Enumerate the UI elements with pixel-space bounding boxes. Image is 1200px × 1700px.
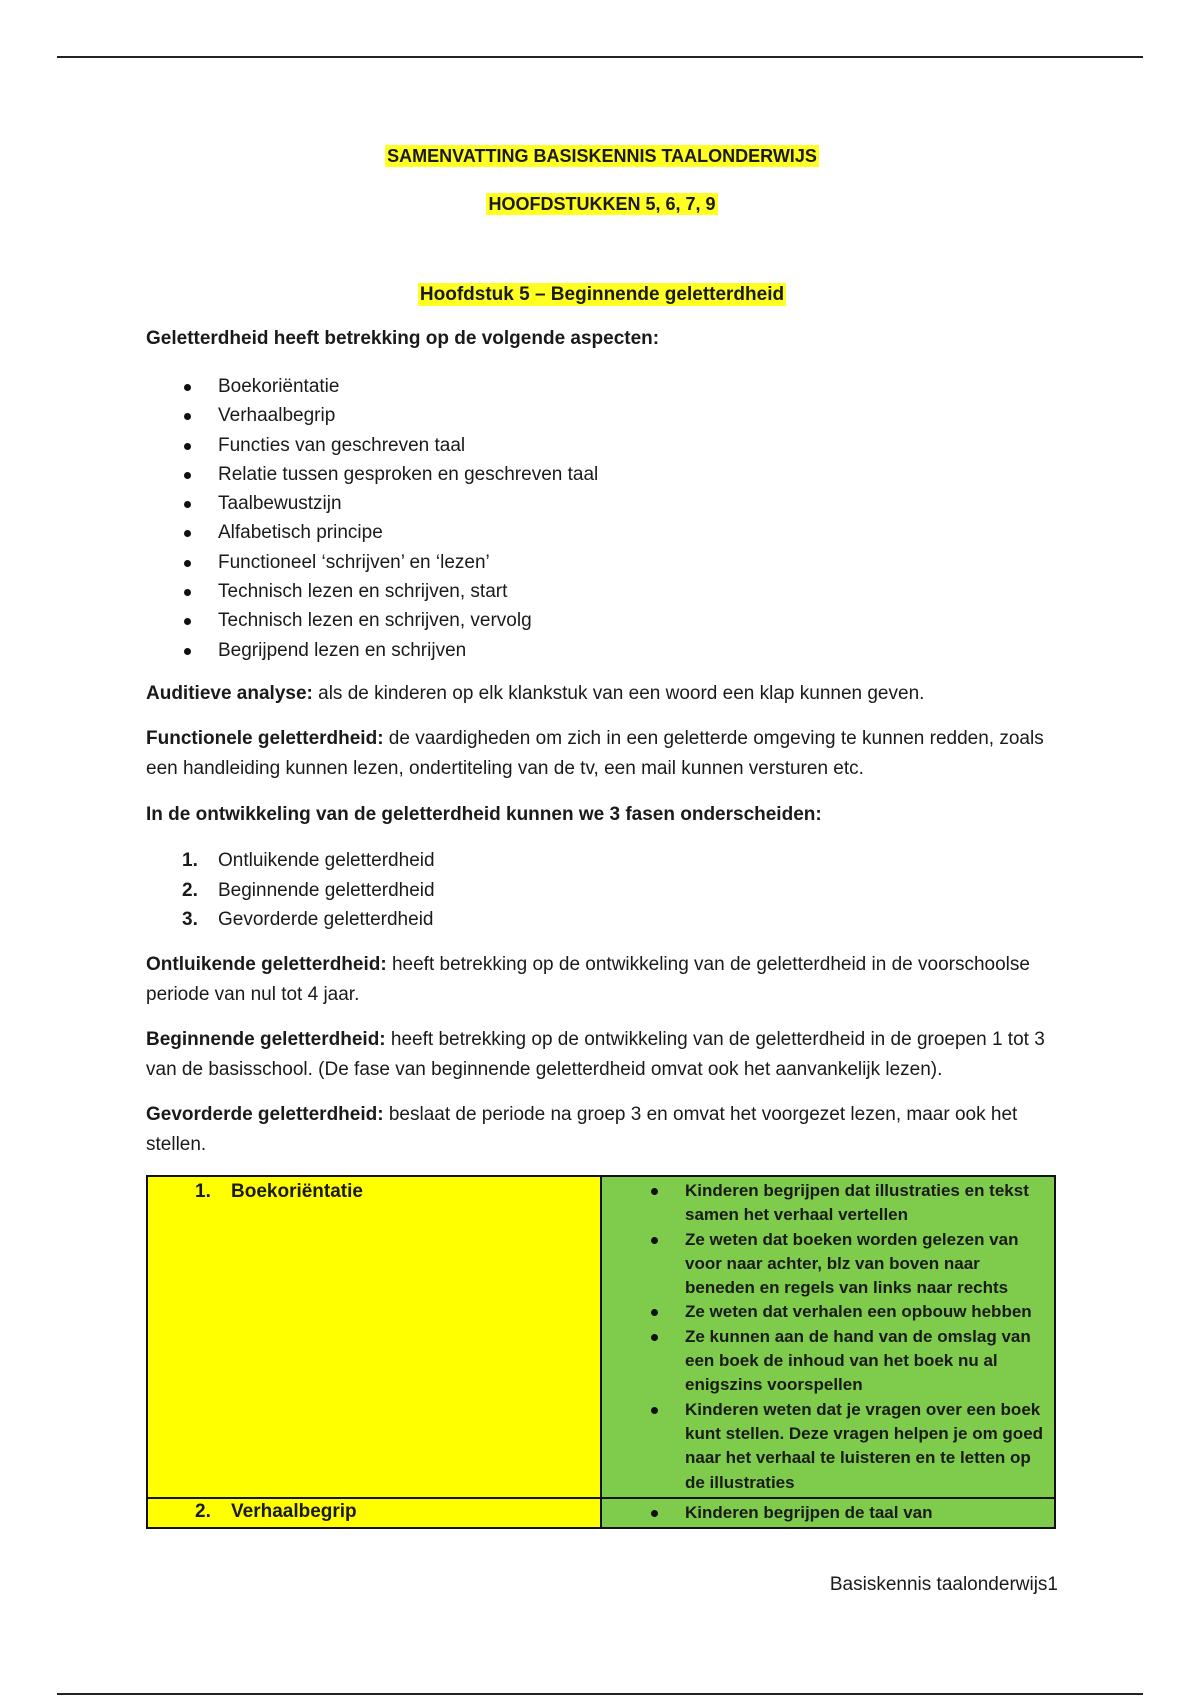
table-cell-points bbox=[601, 1176, 1055, 1498]
list-item: Kinderen begrijpen de taal van bbox=[602, 1501, 1048, 1525]
list-item: Boekoriëntatie bbox=[146, 372, 598, 401]
list-item: Ze weten dat verhalen een opbouw hebben bbox=[602, 1300, 1048, 1324]
definition-ontluikende: Ontluikende geletterdheid: heeft betrekking op de ontwikkeling van de geletterdheid in de voorschoolse periode van nul tot 4 jaar. bbox=[146, 954, 1030, 1005]
list-item: 1. Ontluikende geletterdheid bbox=[182, 850, 435, 871]
definition-functionele: Functionele geletterdheid: de vaardigheden om zich in een geletterde omgeving te kunnen redden, zoals een handleiding kunnen lezen, ondertiteling van de tv, een mail kunnen versturen etc. bbox=[146, 728, 1044, 779]
list-item: Functies van geschreven taal bbox=[146, 431, 598, 460]
table-cell-aspect: 1. Boekoriëntatie bbox=[147, 1176, 601, 1498]
table-row bbox=[147, 1176, 1055, 1498]
list-item: Technisch lezen en schrijven, vervolg bbox=[146, 606, 598, 635]
list-item: Relatie tussen gesproken en geschreven taal bbox=[146, 460, 598, 489]
table-cell-points bbox=[601, 1498, 1055, 1528]
header-rule bbox=[57, 56, 1143, 58]
document-subtitle: HOOFDSTUKKEN 5, 6, 7, 9 bbox=[488, 194, 716, 214]
list-item: Kinderen begrijpen dat illustraties en tekst samen het verhaal vertellen bbox=[602, 1179, 1048, 1228]
page-footer: Basiskennis taalonderwijs1 bbox=[829, 1574, 1058, 1595]
footer-rule bbox=[57, 1693, 1143, 1695]
chapter-heading: Hoofdstuk 5 – Beginnende geletterdheid bbox=[419, 284, 785, 305]
list-item: Ze kunnen aan de hand van de omslag van een boek de inhoud van het boek nu al enigszins voorspellen bbox=[602, 1325, 1048, 1398]
aspects-table bbox=[146, 1175, 1056, 1529]
list-item: Kinderen weten dat je vragen over een boek kunt stellen. Deze vragen helpen je om goed naar het verhaal te luisteren en te letten op de illustraties bbox=[602, 1398, 1048, 1495]
aspects-list bbox=[146, 372, 598, 665]
phases-intro: In de ontwikkeling van de geletterdheid kunnen we 3 fasen onderscheiden: bbox=[146, 804, 822, 825]
table-cell-aspect: 2. Verhaalbegrip bbox=[147, 1498, 601, 1528]
list-item: 3. Gevorderde geletterdheid bbox=[182, 909, 434, 930]
list-item: Verhaalbegrip bbox=[146, 401, 598, 430]
aspects-intro: Geletterdheid heeft betrekking op de volgende aspecten: bbox=[146, 328, 660, 349]
list-item: Alfabetisch principe bbox=[146, 518, 598, 547]
document-title: SAMENVATTING BASISKENNIS TAALONDERWIJS bbox=[387, 146, 817, 166]
phases-list bbox=[146, 846, 435, 935]
definition-auditieve: Auditieve analyse: als de kinderen op elk klankstuk van een woord een klap kunnen geven. bbox=[146, 683, 925, 704]
list-item: Begrijpend lezen en schrijven bbox=[146, 636, 598, 665]
list-item: Taalbewustzijn bbox=[146, 489, 598, 518]
list-item: 2. Beginnende geletterdheid bbox=[182, 879, 435, 901]
table-row bbox=[147, 1498, 1055, 1528]
list-item: Technisch lezen en schrijven, start bbox=[146, 577, 598, 606]
list-item: Ze weten dat boeken worden gelezen van voor naar achter, blz van boven naar beneden en regels van links naar rechts bbox=[602, 1228, 1048, 1301]
definition-gevorderde: Gevorderde geletterdheid: beslaat de periode na groep 3 en omvat het voorgezet lezen, maar ook het stellen. bbox=[146, 1104, 1018, 1155]
definition-beginnende: Beginnende geletterdheid: heeft betrekking op de ontwikkeling van de geletterdheid in de groepen 1 tot 3 van de basisschool. (De fase van beginnende geletterdheid omvat ook het aanvankelijk lezen). bbox=[146, 1029, 1045, 1080]
list-item: Functioneel ‘schrijven’ en ‘lezen’ bbox=[146, 548, 598, 577]
